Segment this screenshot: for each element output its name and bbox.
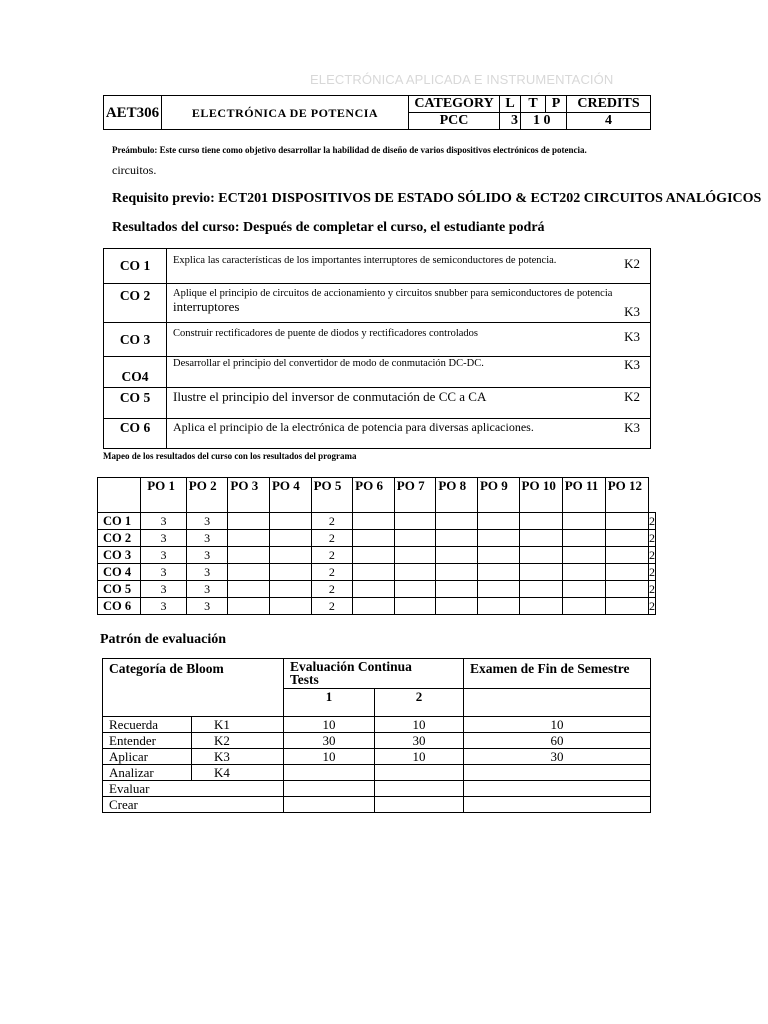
co-description: Ilustre el principio del inversor de conmutación de CC a CA — [173, 389, 487, 404]
po-header: PO 10 — [519, 478, 562, 513]
co-description: Explica las características de los importantes interruptores de semiconductores de potencia. — [173, 255, 557, 266]
po-cell: 3 — [186, 513, 228, 530]
test-1-value — [284, 765, 375, 781]
po-cell: 2 — [311, 547, 353, 564]
po-cell — [562, 513, 605, 530]
po-cell — [477, 564, 519, 581]
po-header: PO 7 — [394, 478, 436, 513]
po-cell — [562, 530, 605, 547]
po-header: PO 3 — [228, 478, 270, 513]
continuous-assessment-header: Evaluación Continua Tests — [284, 659, 464, 689]
po-cell: 2 — [311, 513, 353, 530]
po-cell — [562, 581, 605, 598]
co-level: K3 — [624, 420, 640, 435]
po-mapping-table — [97, 477, 656, 615]
po-row-label: CO 6 — [98, 598, 141, 615]
po-cell — [436, 547, 478, 564]
course-code: AET306 — [104, 96, 162, 130]
assessment-heading: Patrón de evaluación — [100, 632, 226, 647]
tp-value: 1 0 — [521, 113, 567, 130]
po-row-label: CO 5 — [98, 581, 141, 598]
po-cell: 3 — [141, 564, 187, 581]
po-cell — [605, 547, 648, 564]
table-row — [98, 547, 656, 564]
test-1-value: 10 — [284, 717, 375, 733]
test-1-header: 1 — [284, 689, 375, 717]
po-cell — [228, 530, 270, 547]
po-cell: 3 — [186, 598, 228, 615]
t-label: T — [521, 96, 546, 113]
co-label: CO 6 — [104, 419, 167, 449]
co-description: Aplica el principio de la electrónica de potencia para diversas aplicaciones. — [173, 420, 534, 434]
test-2-value: 10 — [375, 717, 464, 733]
po-cell — [436, 513, 478, 530]
ese-value: 60 — [464, 733, 651, 749]
table-row — [104, 323, 651, 357]
course-name: ELECTRÓNICA DE POTENCIA — [162, 96, 409, 130]
po-cell — [436, 581, 478, 598]
test-2-value — [375, 781, 464, 797]
table-row — [104, 388, 651, 419]
po-cell — [605, 564, 648, 581]
category-value: PCC — [409, 113, 500, 130]
table-row — [98, 530, 656, 547]
po-header: PO 12 — [605, 478, 648, 513]
table-row — [103, 781, 651, 797]
tests-label: Tests — [290, 672, 319, 687]
po-cell — [353, 564, 395, 581]
bloom-category: Aplicar — [103, 749, 192, 765]
po-cell — [605, 530, 648, 547]
ese-value: 30 — [464, 749, 651, 765]
po-cell — [269, 547, 311, 564]
co-level: K3 — [624, 357, 640, 372]
po-cell — [228, 564, 270, 581]
bloom-category: Analizar — [103, 765, 192, 781]
ese-value — [464, 765, 651, 781]
credits-label: CREDITS — [567, 96, 651, 113]
po-cell — [394, 547, 436, 564]
corner-cell — [98, 478, 141, 513]
table-row — [103, 797, 651, 813]
po-cell — [228, 598, 270, 615]
mapping-heading: Mapeo de los resultados del curso con los resultados del programa — [103, 451, 357, 461]
po-cell — [353, 530, 395, 547]
po-cell: 3 — [141, 547, 187, 564]
course-header-table — [103, 95, 651, 130]
co-description: Desarrollar el principio del convertidor de modo de conmutación DC-DC. — [173, 358, 484, 369]
po-cell — [605, 598, 648, 615]
test-2-value — [375, 765, 464, 781]
po-cell: 2 — [649, 530, 655, 545]
po-row-label: CO 4 — [98, 564, 141, 581]
po-cell — [269, 581, 311, 598]
po-cell — [605, 581, 648, 598]
po-row-label: CO 2 — [98, 530, 141, 547]
po-cell — [519, 530, 562, 547]
po-cell: 2 — [311, 530, 353, 547]
table-row — [104, 249, 651, 284]
po-cell: 3 — [141, 581, 187, 598]
co-level: K2 — [624, 256, 640, 271]
po-cell — [269, 513, 311, 530]
ese-value — [464, 797, 651, 813]
po-cell: 3 — [186, 581, 228, 598]
po-cell — [269, 598, 311, 615]
po-cell — [562, 547, 605, 564]
bloom-category: Entender — [103, 733, 192, 749]
po-cell: 2 — [649, 513, 655, 528]
table-row — [104, 419, 651, 449]
ese-value — [464, 781, 651, 797]
po-cell — [353, 513, 395, 530]
co-description: Construir rectificadores de puente de diodos y rectificadores controlados — [173, 328, 478, 339]
po-cell — [436, 598, 478, 615]
po-cell: 3 — [186, 564, 228, 581]
po-cell — [477, 530, 519, 547]
po-cell — [394, 564, 436, 581]
po-cell — [519, 598, 562, 615]
bloom-category: Recuerda — [103, 717, 192, 733]
po-cell — [394, 513, 436, 530]
po-cell: 2 — [311, 564, 353, 581]
po-cell — [477, 581, 519, 598]
co-label: CO 5 — [104, 388, 167, 419]
table-row — [104, 357, 651, 388]
test-2-value: 30 — [375, 733, 464, 749]
bloom-level: K4 — [192, 765, 284, 781]
po-cell — [269, 564, 311, 581]
po-cell — [394, 530, 436, 547]
po-cell — [562, 564, 605, 581]
co-level: K2 — [624, 389, 640, 404]
co-level: K3 — [624, 329, 640, 344]
po-header: PO 9 — [477, 478, 519, 513]
bloom-category-header: Categoría de Bloom — [103, 659, 284, 717]
po-cell — [519, 564, 562, 581]
co-label: CO 2 — [104, 284, 167, 323]
po-cell — [477, 513, 519, 530]
ese-value: 10 — [464, 717, 651, 733]
po-header: PO 8 — [436, 478, 478, 513]
po-cell — [436, 530, 478, 547]
table-row — [98, 598, 656, 615]
table-row — [103, 749, 651, 765]
table-row — [103, 733, 651, 749]
po-cell — [605, 513, 648, 530]
po-cell — [228, 513, 270, 530]
po-row-label: CO 1 — [98, 513, 141, 530]
po-cell — [519, 581, 562, 598]
po-cell: 2 — [311, 581, 353, 598]
table-row — [98, 581, 656, 598]
l-label: L — [500, 96, 521, 113]
test-1-value — [284, 781, 375, 797]
po-header: PO 6 — [353, 478, 395, 513]
po-cell: 3 — [186, 530, 228, 547]
po-cell: 3 — [141, 513, 187, 530]
po-header: PO 5 — [311, 478, 353, 513]
po-header-row — [98, 478, 656, 513]
test-1-value: 30 — [284, 733, 375, 749]
test-1-value: 10 — [284, 749, 375, 765]
po-row-label: CO 3 — [98, 547, 141, 564]
po-cell — [269, 530, 311, 547]
po-cell: 2 — [649, 564, 655, 579]
po-header: PO 4 — [269, 478, 311, 513]
test-1-value — [284, 797, 375, 813]
co-description-cont: interruptores — [173, 299, 240, 314]
po-cell: 2 — [649, 547, 655, 562]
co-label: CO 1 — [104, 249, 167, 284]
outcomes-heading: Resultados del curso: Después de completar el curso, el estudiante podrá — [112, 220, 545, 235]
po-cell — [519, 513, 562, 530]
po-cell: 3 — [141, 530, 187, 547]
category-label: CATEGORY — [409, 96, 500, 113]
po-cell: 2 — [649, 581, 655, 596]
po-cell — [353, 581, 395, 598]
preamble: Preámbulo: Este curso tiene como objetivo desarrollar la habilidad de diseño de varios dispositivos electrónicos de potencia. — [112, 145, 587, 155]
course-outcomes-table — [103, 248, 651, 449]
preamble-continuation: circuitos. — [112, 163, 157, 177]
table-row — [98, 564, 656, 581]
p-label: P — [546, 96, 567, 113]
bloom-level: K1 — [192, 717, 284, 733]
table-row — [104, 284, 651, 323]
co-label: CO 3 — [104, 323, 167, 357]
po-cell: 3 — [141, 598, 187, 615]
ese-empty-cell — [464, 689, 651, 717]
po-cell: 2 — [311, 598, 353, 615]
po-cell — [228, 547, 270, 564]
co-description: Aplique el principio de circuitos de accionamiento y circuitos snubber para semiconductores de potencia — [173, 288, 613, 299]
test-2-value — [375, 797, 464, 813]
assessment-table — [102, 658, 651, 813]
table-row — [103, 765, 651, 781]
co-level: K3 — [624, 304, 640, 319]
bloom-level: K2 — [192, 733, 284, 749]
po-cell: 2 — [649, 598, 655, 613]
po-cell: 3 — [186, 547, 228, 564]
co-label: CO4 — [104, 357, 167, 388]
bloom-category: Crear — [103, 797, 284, 813]
po-cell — [228, 581, 270, 598]
po-cell — [436, 564, 478, 581]
bloom-level: K3 — [192, 749, 284, 765]
po-cell — [394, 598, 436, 615]
po-header: PO 2 — [186, 478, 228, 513]
po-cell — [353, 547, 395, 564]
table-row — [98, 513, 656, 530]
po-header: PO 11 — [562, 478, 605, 513]
po-header: PO 1 — [141, 478, 187, 513]
header-watermark: ELECTRÓNICA APLICADA E INSTRUMENTACIÓN — [310, 72, 614, 87]
test-2-value: 10 — [375, 749, 464, 765]
bloom-category: Evaluar — [103, 781, 284, 797]
po-cell — [477, 547, 519, 564]
po-cell — [562, 598, 605, 615]
test-2-header: 2 — [375, 689, 464, 717]
po-cell — [519, 547, 562, 564]
po-cell — [353, 598, 395, 615]
table-row — [103, 717, 651, 733]
prerequisite: Requisito previo: ECT201 DISPOSITIVOS DE ESTADO SÓLIDO & ECT202 CIRCUITOS ANALÓGICOS — [112, 191, 762, 206]
l-value: 3 — [500, 113, 521, 130]
po-cell — [394, 581, 436, 598]
credits-value: 4 — [567, 113, 651, 130]
end-semester-exam-header: Examen de Fin de Semestre — [464, 659, 651, 689]
po-cell — [477, 598, 519, 615]
